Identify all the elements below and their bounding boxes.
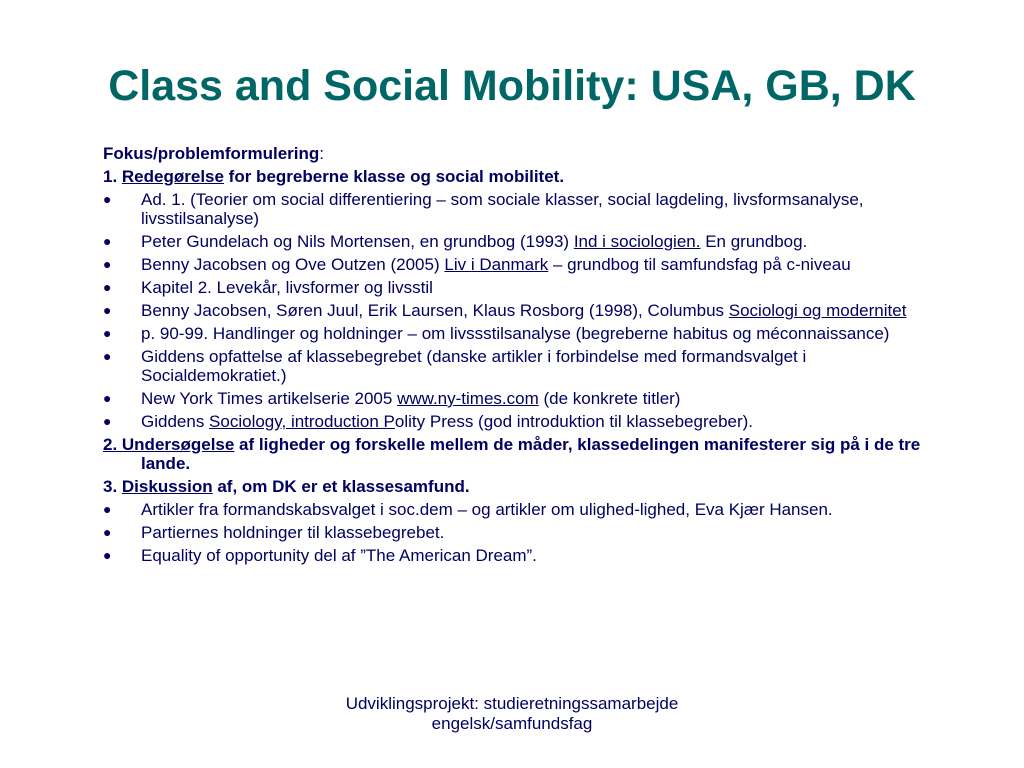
focus-heading-colon: : <box>319 144 325 163</box>
bullet-item <box>103 412 943 431</box>
slide-footer <box>0 694 1024 734</box>
bullet-item <box>103 255 943 274</box>
bullet-item <box>103 232 943 251</box>
bullet-item <box>103 190 943 228</box>
bullet-text <box>141 347 943 385</box>
bullet-text-pre: New York Times artikelserie 2005 <box>141 389 398 408</box>
focus-heading-label: Fokus/problemformulering <box>103 144 320 163</box>
bullet-text-post: En grundbog. <box>700 232 808 251</box>
bullet-icon: ● <box>103 233 112 249</box>
bullet-text <box>141 546 943 565</box>
item-1-number: 1. <box>103 167 122 186</box>
item-3-link[interactable]: Diskussion <box>121 477 213 496</box>
bullet-text-pre: Giddens <box>141 412 210 431</box>
bullet-text-pre: Kapitel 2. Levekår, livsformer og livsstil <box>141 278 433 297</box>
bullet-icon: ● <box>103 302 112 318</box>
bullet-text <box>141 301 943 320</box>
bullet-text-pre: Artikler fra formandskabsvalget i soc.dem – og artikler om ulighed-lighed, Eva Kjær Hansen. <box>141 500 833 519</box>
bullet-icon: ● <box>103 348 112 364</box>
bullet-text <box>141 389 943 408</box>
bullet-text-pre: Ad. 1. (Teorier om social differentiering – som sociale klasser, social lagdeling, livsformsanalyse, livsstilsanalyse) <box>141 190 864 228</box>
item-1-link[interactable]: Redegørelse <box>121 167 224 186</box>
bullet-item <box>103 301 943 320</box>
bullet-text-pre: Benny Jacobsen, Søren Juul, Erik Laursen, Klaus Rosborg (1998), Columbus <box>141 301 729 320</box>
bullet-text <box>141 255 943 274</box>
item-3-text: af, om DK er et klassesamfund. <box>212 477 470 496</box>
bullet-link[interactable]: Sociology, introduction P <box>209 412 395 431</box>
bullet-icon: ● <box>103 501 112 517</box>
bullet-item <box>103 278 943 297</box>
item-2-text: af ligheder og forskelle mellem de måder, klassedelingen manifesterer sig på i de tre lande. <box>141 435 921 473</box>
item-1-text: for begreberne klasse og social mobilitet. <box>223 167 565 186</box>
bullet-text-pre: Peter Gundelach og Nils Mortensen, en grundbog (1993) <box>141 232 574 251</box>
slide-content <box>103 144 943 569</box>
bullet-icon: ● <box>103 413 112 429</box>
bullet-text <box>141 500 943 519</box>
slide-title: Class and Social Mobility: USA, GB, DK <box>108 62 916 110</box>
bullet-text <box>141 324 943 343</box>
bullet-item <box>103 546 943 565</box>
bullet-text <box>141 523 943 542</box>
bullet-icon: ● <box>103 547 112 563</box>
footer-line-1: Udviklingsprojekt: studieretningssamarbejde <box>345 694 679 713</box>
item-1 <box>103 167 943 186</box>
bullet-text <box>141 190 943 228</box>
bullet-text-pre: Benny Jacobsen og Ove Outzen (2005) <box>141 255 445 274</box>
bullet-icon: ● <box>103 524 112 540</box>
item-2-link[interactable]: 2. Undersøgelse <box>103 435 235 454</box>
item-3-bullet-list <box>103 500 943 565</box>
bullet-icon: ● <box>103 390 112 406</box>
bullet-text-pre: Equality of opportunity del af ”The American Dream”. <box>141 546 537 565</box>
bullet-item <box>103 523 943 542</box>
bullet-text-pre: Partiernes holdninger til klassebegrebet. <box>141 523 445 542</box>
bullet-icon: ● <box>103 325 112 341</box>
bullet-item <box>103 347 943 385</box>
item-3-number: 3. <box>103 477 122 496</box>
bullet-link[interactable]: Sociologi og modernitet <box>728 301 907 320</box>
bullet-icon: ● <box>103 256 112 272</box>
bullet-link[interactable]: www.ny-times.com <box>397 389 539 408</box>
bullet-link[interactable]: Liv i Danmark <box>444 255 549 274</box>
bullet-text-post: olity Press (god introduktion til klassebegreber). <box>394 412 754 431</box>
bullet-icon: ● <box>103 279 112 295</box>
bullet-text-pre: Giddens opfattelse af klassebegrebet (danske artikler i forbindelse med formandsvalget i Socialdemokratiet.) <box>141 347 807 385</box>
bullet-text-post: – grundbog til samfundsfag på c-niveau <box>548 255 851 274</box>
bullet-item <box>103 500 943 519</box>
item-1-bullet-list <box>103 190 943 431</box>
bullet-icon: ● <box>103 191 112 207</box>
bullet-text <box>141 232 943 251</box>
footer-line-2: engelsk/samfundsfag <box>431 714 593 733</box>
item-3 <box>103 477 943 496</box>
bullet-text-post: (de konkrete titler) <box>538 389 681 408</box>
bullet-text <box>141 278 943 297</box>
bullet-text <box>141 412 943 431</box>
bullet-text-pre: p. 90-99. Handlinger og holdninger – om livssstilsanalyse (begreberne habitus og méconnaissance) <box>141 324 890 343</box>
bullet-link[interactable]: Ind i sociologien. <box>573 232 701 251</box>
item-2 <box>103 435 943 473</box>
bullet-item <box>103 389 943 408</box>
bullet-item <box>103 324 943 343</box>
focus-heading <box>103 144 943 163</box>
